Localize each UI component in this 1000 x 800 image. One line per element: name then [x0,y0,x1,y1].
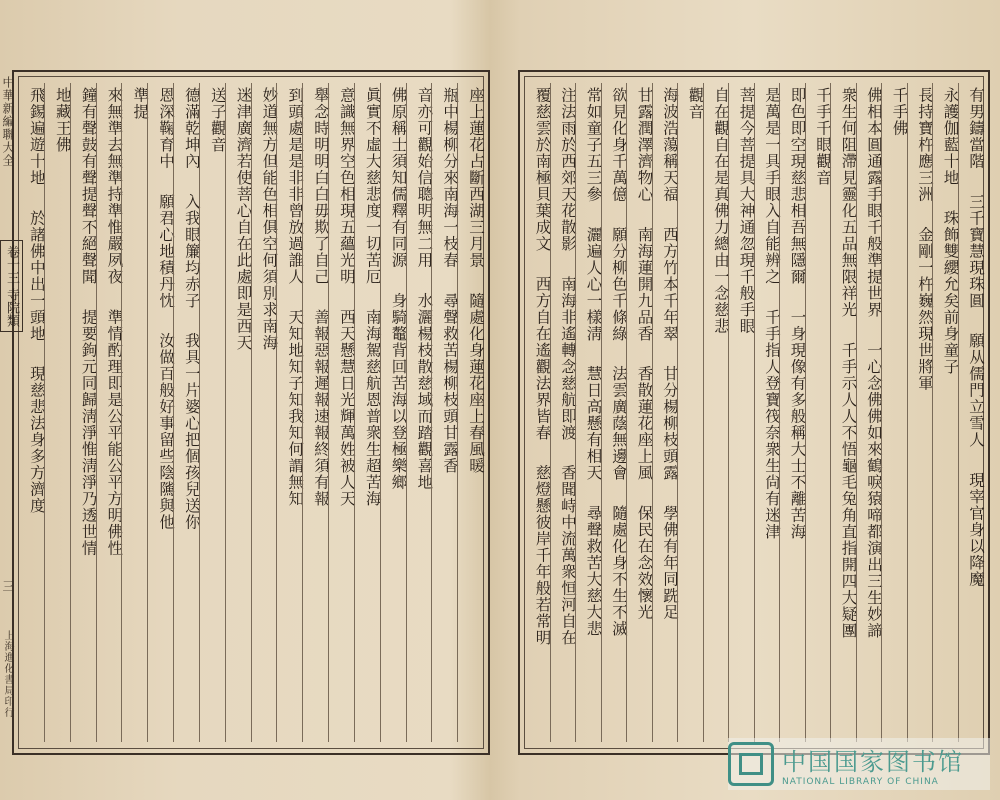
section-heading: 地藏王佛 [44,83,70,742]
text-column: 來無準去無準持準惟嚴夙夜 準情酌理即是公平能公平方明佛性 [96,83,122,742]
text-column: 舉念時明明白白毋欺了自己 善報惡報遲報速報終須有報 [302,83,328,742]
text-column: 鐘有聲鼓有聲提聲不絕聲聞 提要鉤元同歸淸淨惟淸淨乃透世情 [70,83,96,742]
text-column: 眞實不虛大慈悲度一切苦厄 南海駕慈航恩普衆生超苦海 [354,83,380,742]
watermark-subtitle: NATIONAL LIBRARY OF CHINA [782,776,939,787]
watermark-text [782,742,964,787]
text-column: 常如童子五三參 灑遍人心一樣淸 慧日高懸有相天 尋聲救苦大慈大悲 [575,83,601,742]
watermark-title: 中国国家图书馆 [782,747,964,776]
margin-volume-tab: 卷十三 寺院類 [0,240,23,332]
left-page [12,70,490,755]
section-heading: 千手千眼觀音 [805,83,831,742]
right-page-columns [525,83,983,742]
right-page-frame [524,76,984,749]
text-column: 菩提今菩提具大神通忽現千般手眼 [728,83,754,742]
text-column: 海波浩蕩稱天福 西方竹本千年翠 甘分楊柳枝頭露 學佛有年同跣足 [652,83,678,742]
text-column: 瓶中楊柳分來南海一枝春 尋聲救苦楊柳枝頭甘露香 [431,83,457,742]
publisher-imprint: 上海進化書局印行 [2,630,13,718]
text-column: 座上蓮花占斷西湖三月景 隨處化身蓮花座上春風暖 [457,83,483,742]
text-column: 注法雨於西郊天花散影 南海非遙轉念慈航即渡 香聞峙中流萬衆恒河自在 [550,83,576,742]
text-column: 意識無界空色相現五蘊光明 西天懸慧日光輝萬姓被人天 [328,83,354,742]
text-column: 有男鑄當階 三千寶慧現珠圓 願从儒門立雪人 現宰官身以降魔 [958,83,984,742]
text-column: 到頭處是是非非曾放過誰人 天知地知子知我知何謂無知 [276,83,302,742]
section-heading: 準提 [121,83,147,742]
left-page-columns [19,83,483,742]
section-heading: 千手佛 [881,83,907,742]
text-column: 自在觀自在是真佛力總由一念慈悲 [703,83,729,742]
page-number: 三 [1,580,15,593]
text-column: 覆慈雲於南極貝葉成文 西方自在遙觀法界皆春 慈燈懸彼岸千年般若常明 [533,87,552,646]
text-column: 永護伽藍十地 珠飾雙纓允矣前身童子 [932,83,958,742]
text-column: 妙道無方但能色相俱空何須別求南海 [251,83,277,742]
library-watermark [728,738,990,790]
text-column: 音亦可觀始信聰明無二用 水灑楊枝散慈域而踏觀喜地 [406,83,432,742]
text-column: 德滿乾坤內 入我眼簾均赤子 我具一片婆心把個孩兒送你 [173,83,199,742]
text-column: 飛錫遍遊十地 於諸佛中出一頭地 現慈悲法身多方濟度 [27,87,46,514]
margin-series-title: 中華新編聯大全 [1,76,15,167]
library-logo-icon [728,742,774,786]
text-column: 佛相本圓通露手眼千般準提世界 一心念佛佛如來鶴唳猿啼都演出三生妙諦 [856,83,882,742]
text-column: 甘露潤澤濟物心 南海蓮開九品香 香散蓮花座上風 保民在念效懷光 [626,83,652,742]
left-page-frame [18,76,484,749]
text-column: 佛原稱士須知儒釋有同源 身騎鼇背回苦海以登極樂鄉 [380,83,406,742]
section-heading: 觀音 [677,83,703,742]
text-column: 恩深鞠育中 願君心地積丹忱 汝做百般好事留些陰隲與他 [147,83,173,742]
text-column: 欲見化身千萬億 願分柳色千條綠 法雲廣蔭無邊會 隨處化身不生不滅 [601,83,627,742]
text-column: 即色即空現慈悲相吾無隱爾 一身現像有多般稱大士不離苦海 [779,83,805,742]
text-column: 迷津廣濟若使菩心自在此處即是西天 [225,83,251,742]
text-column: 衆生何阻滯見靈化五品無限祥光 千手示人人不悟龜毛兔角直指開四大疑團 [830,83,856,742]
text-column: 是萬是一具手眼入自能辨之 千手指人登寶筏奈衆生尙有迷津 [754,83,780,742]
section-heading: 送子觀音 [199,83,225,742]
right-page [518,70,990,755]
text-column: 長持寶杵應三洲 金剛一杵巍然現世將軍 [907,83,933,742]
